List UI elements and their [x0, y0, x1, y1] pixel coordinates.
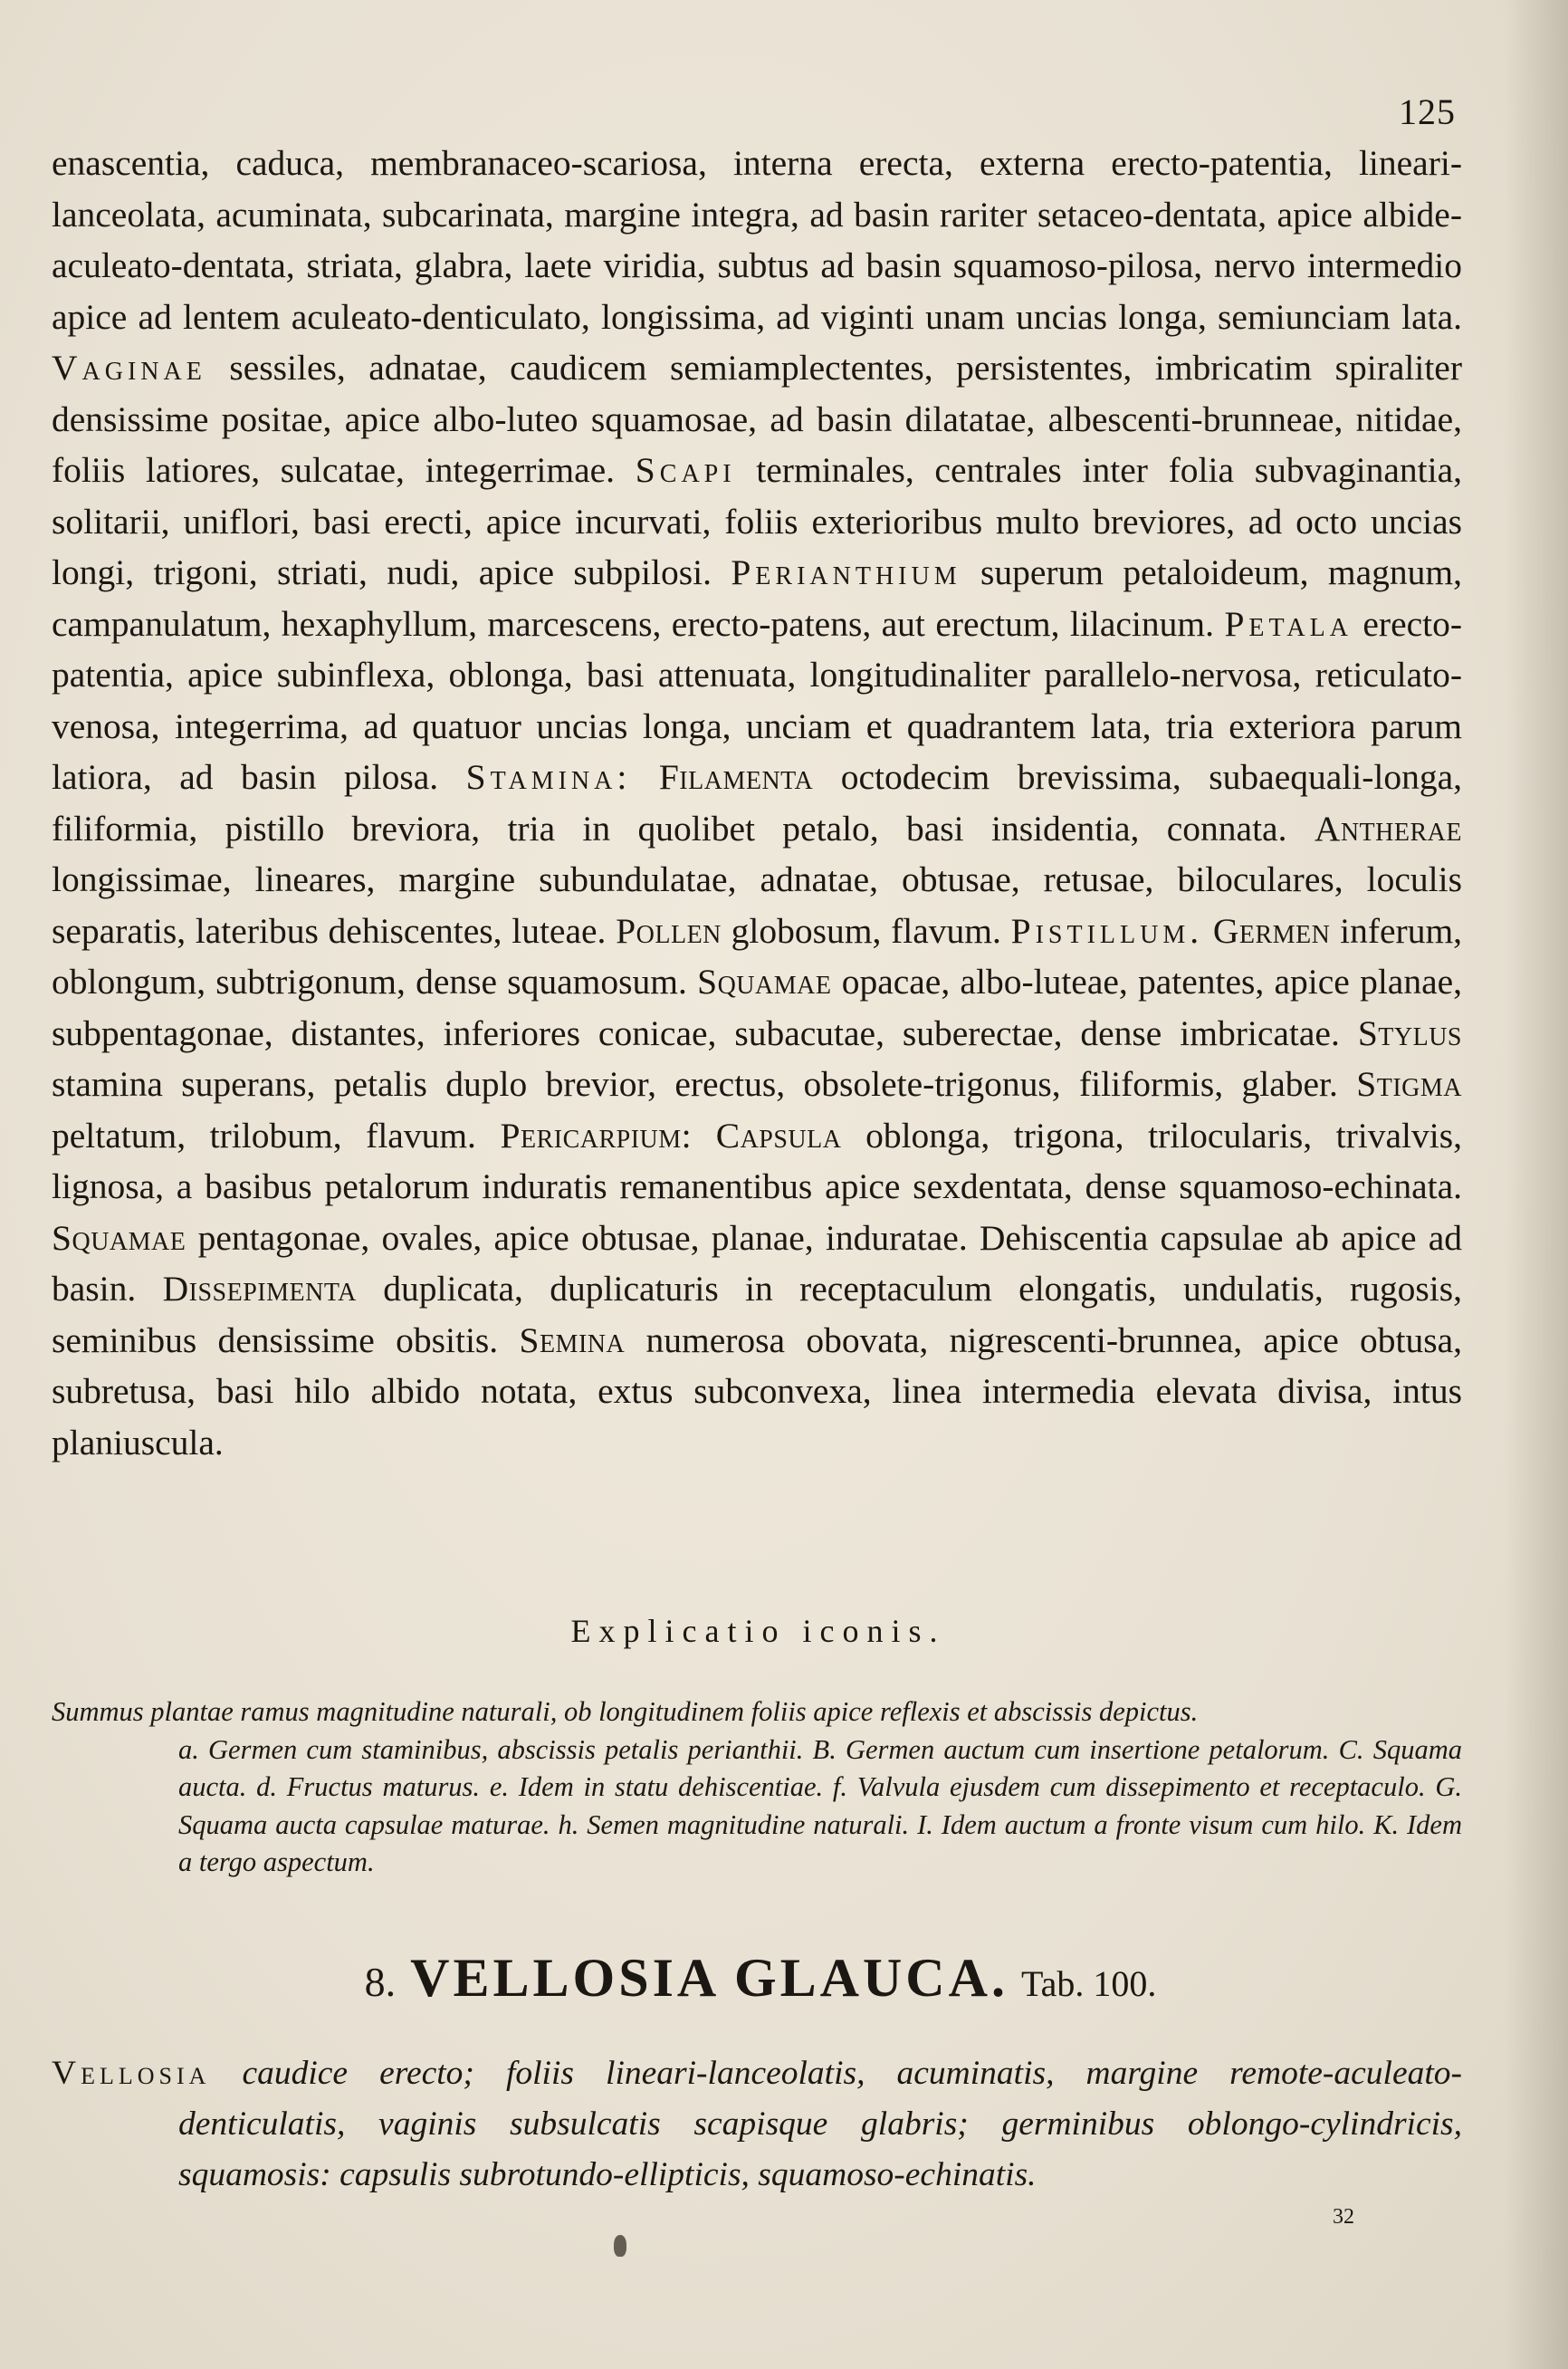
diagnosis-body: caudice erecto; foliis lineari-lanceolatis, acuminatis, margine remote-aculeato-denticulatis, vaginis subsulcatis scapisque glabris; germinibus oblongo-cylindricis, squamosis: capsulis subrotundo-ellipticis, squamoso-echinatis.	[178, 2055, 1463, 2193]
term-squamae: Squamae	[697, 962, 832, 1002]
explanation-items: a. Germen cum staminibus, abscissis petalis perianthii. B. Germen auctum cum insertione petalorum. C. Squama aucta. d. Fructus maturus. e. Idem in statu dehiscentiae. f. Valvula ejusdem cum dissepimento et receptaculo. G. Squama aucta capsulae maturae. h. Semen magnitudine naturali. I. Idem auctum a fronte visum cum hilo. K. Idem a tergo aspectum.	[178, 1733, 1462, 1877]
text-run: superum petaloideum, magnum, campanulatum, hexaphyllum, marcescens, erecto-patens, aut erectum, lilacinum.	[52, 552, 1462, 644]
figure-explanation	[52, 1693, 1462, 1882]
term-perianthium: Perianthium	[731, 552, 961, 592]
term-semina: Semina	[519, 1319, 626, 1360]
text-run: globosum, flavum.	[731, 910, 1001, 951]
text-run: numerosa obovata, nigrescenti-brunnea, apice obtusa, subretusa, basi hilo albido notata, extus subconvexa, linea intermedia elevata divisa, intus planiuscula.	[52, 1319, 1463, 1463]
text-run: longissimae, lineares, margine subundulatae, adnatae, obtusae, retusae, biloculares, loculis separatis, lateribus dehiscentes, luteae.	[52, 859, 1462, 951]
genus-name: Vellosia	[52, 2055, 211, 2092]
text-run: opacae, albo-luteae, patentes, apice planae, subpentagonae, distantes, inferiores conicae, subacutae, suberectae, dense imbricatae.	[52, 962, 1463, 1053]
species-description	[52, 138, 1462, 1468]
term-scapi: Scapi	[635, 450, 736, 490]
ink-blot	[614, 2235, 626, 2257]
explanation-line: Summus plantae ramus magnitudine naturali, ob longitudinem foliis apice reflexis et abscissis depictus.	[52, 1696, 1199, 1727]
text-run: peltatum, trilobum, flavum.	[52, 1115, 476, 1156]
species-heading	[0, 1947, 1521, 2009]
term-filamenta: Filamenta	[658, 757, 814, 797]
term-petala: Petala	[1224, 603, 1353, 644]
term-vaginae: Vaginae	[52, 348, 206, 388]
term-stamina: Stamina:	[465, 757, 632, 797]
signature-mark: 32	[1333, 2205, 1354, 2229]
text-run: inferum, oblongum, subtrigonum, dense squamosum.	[52, 910, 1463, 1002]
page-number: 125	[1399, 91, 1456, 132]
species-name: VELLOSIA GLAUCA.	[410, 1948, 1009, 2008]
text-run: duplicata, duplicaturis in receptaculum elongatis, undulatis, rugosis, seminibus densissime obsitis.	[52, 1269, 1463, 1360]
text-run: sessiles, adnatae, caudicem semiamplectentes, persistentes, imbricatim spiraliter densissime positae, apice albo-luteo squamosae, ad basin dilatatae, albescenti-brunneae, nitidae, foliis latiores, sulcatae, integerrimae.	[52, 348, 1462, 490]
term-capsula: Capsula	[715, 1115, 842, 1156]
text-run: oblonga, trigona, trilocularis, trivalvis, lignosa, a basibus petalorum induratis remanentibus apice sexdentata, dense squamoso-echinata.	[52, 1115, 1462, 1206]
term-germen: Germen	[1212, 910, 1331, 951]
term-pistillum: Pistillum.	[1010, 910, 1204, 951]
term-dissepimenta: Dissepimenta	[162, 1269, 357, 1309]
term-pericarpium: Pericarpium:	[500, 1115, 693, 1156]
text-run: stamina superans, petalis duplo brevior, erectus, obsolete-trigonus, filiformis, glaber.	[52, 1064, 1338, 1104]
explicatio-heading: Explicatio iconis.	[570, 1613, 946, 1649]
term-squamae: Squamae	[52, 1217, 186, 1258]
species-number: 8.	[364, 1959, 397, 2005]
plate-reference: Tab. 100.	[1020, 1963, 1157, 2004]
species-diagnosis	[52, 2048, 1462, 2201]
term-stigma: Stigma	[1356, 1064, 1463, 1104]
term-stylus: Stylus	[1357, 1012, 1463, 1053]
term-pollen: Pollen	[616, 910, 722, 951]
term-antherae: Antherae	[1314, 808, 1462, 849]
text-run: enascentia, caduca, membranaceo-scariosa, interna erecta, externa erecto-patentia, lineari-lanceolata, acuminata, subcarinata, margine integra, ad basin rariter setaceo-dentata, apice albide-aculeato-dentata, striata, glabra, laete viridia, subtus ad basin squamoso-pilosa, nervo intermedio apice ad lentem aculeato-denticulato, longissima, ad viginti unam uncias longa, semiunciam lata.	[52, 143, 1462, 337]
text-run: erecto-patentia, apice subinflexa, oblonga, basi attenuata, longitudinaliter parallelo-nervosa, reticulato-venosa, integerrima, ad quatuor uncias longa, unciam et quadrantem lata, tria exteriora parum latiora, ad basin pilosa.	[52, 603, 1463, 797]
gutter-shadow	[1505, 0, 1568, 2369]
text-run: octodecim brevissima, subaequali-longa, filiformia, pistillo breviora, tria in quolibet petalo, basi insidentia, connata.	[52, 757, 1462, 849]
diagnosis-text	[52, 2048, 1462, 2201]
text-run: pentagonae, ovales, apice obtusae, planae, induratae. Dehiscentia capsulae ab apice ad basin.	[52, 1217, 1462, 1309]
text-run: terminales, centrales inter folia subvaginantia, solitarii, uniflori, basi erecti, apice incurvati, foliis exterioribus multo breviores, ad octo uncias longi, trigoni, striati, nudi, apice subpilosi.	[52, 450, 1463, 592]
